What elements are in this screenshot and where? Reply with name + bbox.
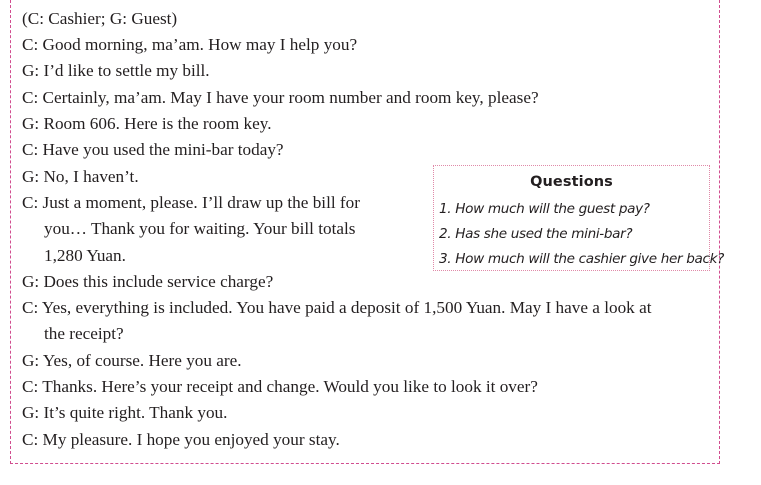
questions-title: Questions	[530, 174, 613, 190]
dialogue-line: C: My pleasure. I hope you enjoyed your stay.	[22, 430, 340, 449]
speaker-legend: (C: Cashier; G: Guest)	[22, 9, 178, 28]
dialogue-line: C: Thanks. Here’s your receipt and change. Would you like to look it over?	[22, 377, 538, 396]
dialogue-line: C: Good morning, ma’am. How may I help you?	[22, 35, 358, 54]
dialogue-line: C: Have you used the mini-bar today?	[22, 140, 284, 159]
dialogue-line: the receipt?	[44, 324, 124, 343]
dialogue-line: C: Certainly, ma’am. May I have your room number and room key, please?	[22, 88, 539, 107]
dialogue-line: G: Room 606. Here is the room key.	[22, 114, 272, 133]
dialogue-line: you… Thank you for waiting. Your bill totals	[44, 219, 356, 238]
questions-box	[433, 165, 724, 271]
dialogue-line: G: I’d like to settle my bill.	[22, 61, 210, 80]
dialogue-line: G: No, I haven’t.	[22, 167, 139, 186]
dialogue-line: 1,280 Yuan.	[44, 246, 126, 265]
dialogue-line: C: Yes, everything is included. You have paid a deposit of 1,500 Yuan. May I have a look at	[22, 298, 652, 317]
dialogue-line: G: Yes, of course. Here you are.	[22, 351, 242, 370]
dialogue-line: G: Does this include service charge?	[22, 272, 274, 291]
dialogue-line: C: Just a moment, please. I’ll draw up the bill for	[22, 193, 360, 212]
question-item: 1. How much will the guest pay?	[439, 201, 650, 217]
question-item: 3. How much will the cashier give her back?	[439, 251, 724, 267]
dialogue-line: G: It’s quite right. Thank you.	[22, 403, 228, 422]
question-item: 2. Has she used the mini-bar?	[439, 226, 633, 242]
